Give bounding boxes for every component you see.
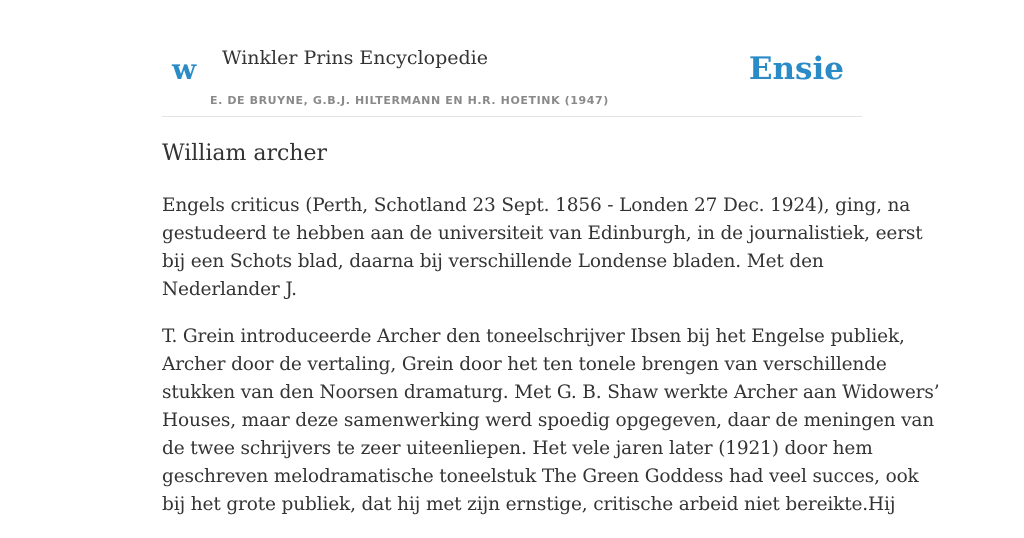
encyclopedia-logo[interactable]: w	[172, 53, 197, 86]
entry-body	[162, 192, 940, 538]
text-line: bij een Schots blad, daarna bij verschillende Londense bladen. Met den	[162, 251, 824, 272]
text-line: Nederlander J.	[162, 279, 297, 300]
text-line: Houses, maar deze samenwerking werd spoedig opgegeven, daar de meningen van	[162, 410, 935, 431]
text-line: bij het grote publiek, dat hij met zijn ernstige, critische arbeid niet bereikte.Hij	[162, 494, 896, 515]
text-line: stukken van den Noorsen dramaturg. Met G. B. Shaw werkte Archer aan Widowers’	[162, 382, 940, 403]
text-line: T. Grein introduceerde Archer den toneelschrijver Ibsen bij het Engelse publiek,	[162, 326, 905, 347]
text-line: de twee schrijvers te zeer uiteenliepen. Het vele jaren later (1921) door hem	[162, 438, 873, 459]
text-line: gestudeerd te hebben aan de universiteit van Edinburgh, in de journalistiek, eerst	[162, 223, 923, 244]
ensie-brand-logo[interactable]: Ensie	[748, 51, 844, 87]
paragraph	[162, 323, 940, 519]
site-header	[162, 0, 862, 117]
publication-title[interactable]: Winkler Prins Encyclopedie	[222, 47, 488, 69]
text-line: Archer door de vertaling, Grein door het ten tonele brengen van verschillende	[162, 354, 887, 375]
entry-title: William archer	[162, 141, 327, 166]
paragraph	[162, 192, 923, 304]
page	[162, 0, 940, 515]
text-line: geschreven melodramatische toneelstuk The Green Goddess had veel succes, ook	[162, 466, 919, 487]
text-line: Engels criticus (Perth, Schotland 23 Sept. 1856 - Londen 27 Dec. 1924), ging, na	[162, 195, 911, 216]
publication-authors: E. DE BRUYNE, G.B.J. HILTERMANN EN H.R. HOETINK (1947)	[210, 94, 609, 107]
